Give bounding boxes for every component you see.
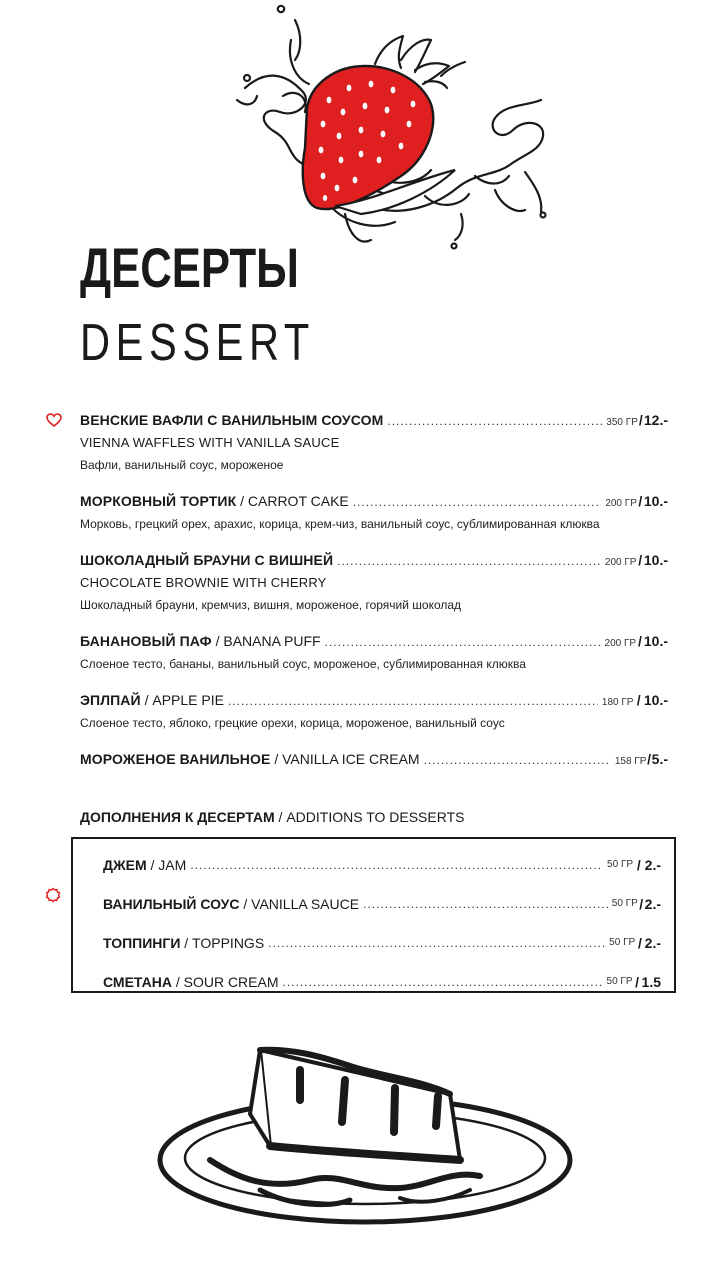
item-name: ДЖЕМ / JAM	[103, 856, 187, 873]
price-separator: /	[636, 856, 641, 873]
dot-leader	[190, 858, 603, 872]
addition-item-sour-cream[interactable]	[103, 962, 661, 1001]
dot-leader	[325, 630, 601, 654]
item-price: 10.-	[643, 633, 668, 649]
item-row	[80, 408, 668, 432]
item-price: 2.-	[644, 934, 661, 951]
item-description: Шоколадный брауни, кремчиз, вишня, мороженое, горячий шоколад	[80, 598, 462, 612]
title-russian: ДЕСЕРТЫ	[80, 236, 299, 299]
additions-list	[103, 845, 661, 1001]
dot-leader	[268, 936, 605, 950]
price-separator: /	[639, 895, 644, 912]
item-name: МОРКОВНЫЙ ТОРТИК / CARROT CAKE	[80, 493, 349, 509]
price-separator: /	[637, 934, 642, 951]
item-description: Слоеное тесто, яблоко, грецкие орехи, корица, мороженое, ванильный соус	[80, 716, 505, 730]
item-row	[80, 489, 668, 513]
dot-leader	[424, 748, 611, 772]
item-weight: 50 ГР	[607, 859, 634, 870]
item-weight: 50 ГР	[609, 937, 636, 948]
item-weight: 50 ГР	[606, 976, 633, 987]
heart-icon[interactable]	[46, 413, 62, 427]
item-weight: 200 ГР	[604, 638, 637, 649]
item-name: ШОКОЛАДНЫЙ БРАУНИ С ВИШНЕЙ	[80, 552, 334, 568]
price-separator: /	[638, 493, 643, 509]
price-separator: /	[638, 633, 642, 649]
additions-box	[71, 837, 676, 993]
item-price: 10.-	[643, 493, 668, 509]
price-separator: /	[635, 973, 639, 990]
item-name: СМЕТАНА / SOUR CREAM	[103, 973, 279, 990]
item-name: МОРОЖЕНОЕ ВАНИЛЬНОЕ / VANILLA ICE CREAM	[80, 751, 420, 767]
menu-item-vanilla-ice-cream[interactable]	[80, 747, 668, 771]
item-description: Вафли, ванильный соус, мороженое	[80, 458, 284, 472]
cheesecake-illustration	[150, 1030, 580, 1240]
item-weight: 200 ГР	[605, 498, 637, 509]
item-name: БАНАНОВЫЙ ПАФ / BANANA PUFF	[80, 633, 321, 649]
item-price: 1.5	[641, 973, 661, 990]
item-price: 10.-	[643, 552, 668, 568]
addition-item-toppings[interactable]	[103, 923, 661, 962]
item-weight: 180 ГР	[601, 697, 634, 708]
item-description: Слоеное тесто, бананы, ванильный соус, мороженое, сублимированная клюква	[80, 657, 526, 671]
price-separator: /	[638, 552, 643, 568]
item-row	[80, 629, 668, 653]
price-separator: /	[647, 751, 651, 767]
addition-item-jam[interactable]	[103, 845, 661, 884]
item-weight: 50 ГР	[611, 898, 638, 909]
title-english: DESSERT	[80, 314, 315, 372]
item-description: Морковь, грецкий орех, арахис, корица, крем-чиз, ванильный соус, сублимированная клюква	[80, 517, 600, 531]
item-name: ВЕНСКИЕ ВАФЛИ С ВАНИЛЬНЫМ СОУСОМ	[80, 412, 384, 428]
item-name: ЭПЛПАЙ / APPLE PIE	[80, 692, 224, 708]
price-separator: /	[638, 412, 643, 428]
item-name: ВАНИЛЬНЫЙ СОУС / VANILLA SAUCE	[103, 895, 360, 912]
item-name: ТОППИНГИ / TOPPINGS	[103, 934, 265, 951]
dot-leader	[283, 975, 603, 989]
price-separator: /	[636, 692, 641, 708]
strawberry-splash-illustration	[225, 0, 555, 262]
flower-badge-icon[interactable]	[45, 887, 61, 903]
dot-leader	[387, 409, 602, 433]
menu-item-chocolate-brownie[interactable]	[80, 548, 668, 616]
item-weight: 350 ГР	[606, 417, 638, 428]
dessert-list	[80, 408, 668, 784]
item-price: 2.-	[644, 856, 661, 873]
item-row	[80, 688, 668, 712]
item-price: 10.-	[643, 692, 668, 708]
dot-leader	[228, 689, 598, 713]
menu-item-banana-puff[interactable]	[80, 629, 668, 675]
menu-item-vienna-waffles[interactable]	[80, 408, 668, 476]
dot-leader	[337, 549, 601, 573]
menu-item-apple-pie[interactable]	[80, 688, 668, 734]
item-subtitle: CHOCOLATE BROWNIE WITH CHERRY	[80, 575, 327, 590]
menu-item-carrot-cake[interactable]	[80, 489, 668, 535]
item-price: 12.-	[643, 412, 668, 428]
addition-item-vanilla-sauce[interactable]	[103, 884, 661, 923]
item-price: 2.-	[644, 895, 661, 912]
item-weight: 200 ГР	[604, 557, 637, 568]
item-subtitle: VIENNA WAFFLES WITH VANILLA SAUCE	[80, 435, 340, 450]
item-weight: 158 ГР	[614, 756, 647, 767]
item-row	[80, 747, 668, 771]
additions-heading: ДОПОЛНЕНИЯ К ДЕСЕРТАМ / ADDITIONS TO DESSERTS	[80, 809, 465, 825]
item-row	[80, 548, 668, 572]
dot-leader	[353, 490, 602, 514]
dot-leader	[363, 897, 608, 911]
item-price: 5.-	[651, 751, 668, 767]
